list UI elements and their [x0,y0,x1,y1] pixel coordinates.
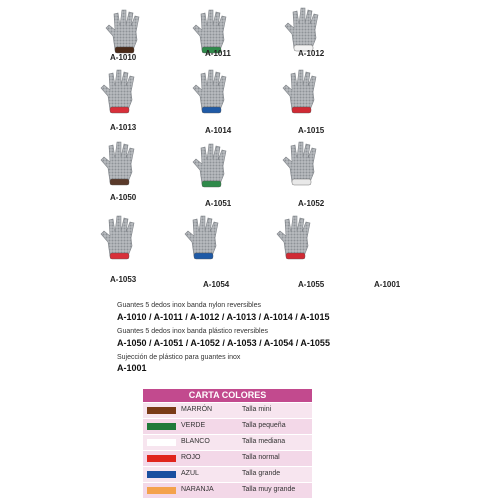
glove-code: A-1015 [298,126,325,135]
code-a-1001: A-1001 [374,280,401,289]
glove-image [278,138,328,188]
section-1-codes: A-1010 / A-1011 / A-1012 / A-1013 / A-1014 / A-1015 [117,312,330,322]
color-swatch [147,439,176,446]
color-name: MARRÓN [181,406,213,413]
glove-code: A-1052 [298,199,325,208]
glove-code: A-1013 [110,123,137,132]
glove-image [180,212,230,262]
glove-image [101,6,151,56]
color-name: ROJO [181,454,201,461]
glove-code: A-1050 [110,193,137,202]
color-swatch [147,423,176,430]
section-3-description: Sujección de plástico para guantes inox [117,354,241,361]
color-swatch [147,407,176,414]
color-chart-table [143,389,312,498]
glove-image [280,4,330,54]
size-label: Talla mini [242,406,272,413]
glove-image [272,212,322,262]
glove-image [96,138,146,188]
glove-image [188,66,238,116]
color-chart-row [143,418,312,434]
section-3-codes: A-1001 [117,363,147,373]
glove-code: A-1011 [205,49,231,58]
section-2-description: Guantes 5 dedos inox banda plástico reversibles [117,328,268,335]
color-swatch [147,487,176,494]
glove-image [96,212,146,262]
section-2-codes: A-1050 / A-1051 / A-1052 / A-1053 / A-1054 / A-1055 [117,338,330,348]
color-chart-row [143,402,312,418]
color-name: VERDE [181,422,206,429]
size-label: Talla normal [242,454,280,461]
glove-image [96,66,146,116]
color-chart-row [143,434,312,450]
color-chart-title: CARTA COLORES [143,389,312,402]
glove-code: A-1010 [110,53,137,62]
glove-code: A-1053 [110,275,137,284]
glove-code: A-1012 [298,49,325,58]
color-swatch [147,455,176,462]
color-chart-row [143,482,312,498]
color-name: BLANCO [181,438,210,445]
glove-image [278,66,328,116]
color-name: AZUL [181,470,199,477]
glove-code: A-1014 [205,126,232,135]
color-chart-row [143,450,312,466]
glove-code: A-1051 [205,199,232,208]
color-swatch [147,471,176,478]
size-label: Talla grande [242,470,281,477]
color-chart-row [143,466,312,482]
size-label: Talla mediana [242,438,286,445]
glove-image [188,140,238,190]
section-1-description: Guantes 5 dedos inox banda nylon reversibles [117,302,261,309]
glove-code: A-1055 [298,280,325,289]
color-name: NARANJA [181,486,214,493]
size-label: Talla pequeña [242,422,286,429]
size-label: Talla muy grande [242,486,296,493]
glove-code: A-1054 [203,280,230,289]
